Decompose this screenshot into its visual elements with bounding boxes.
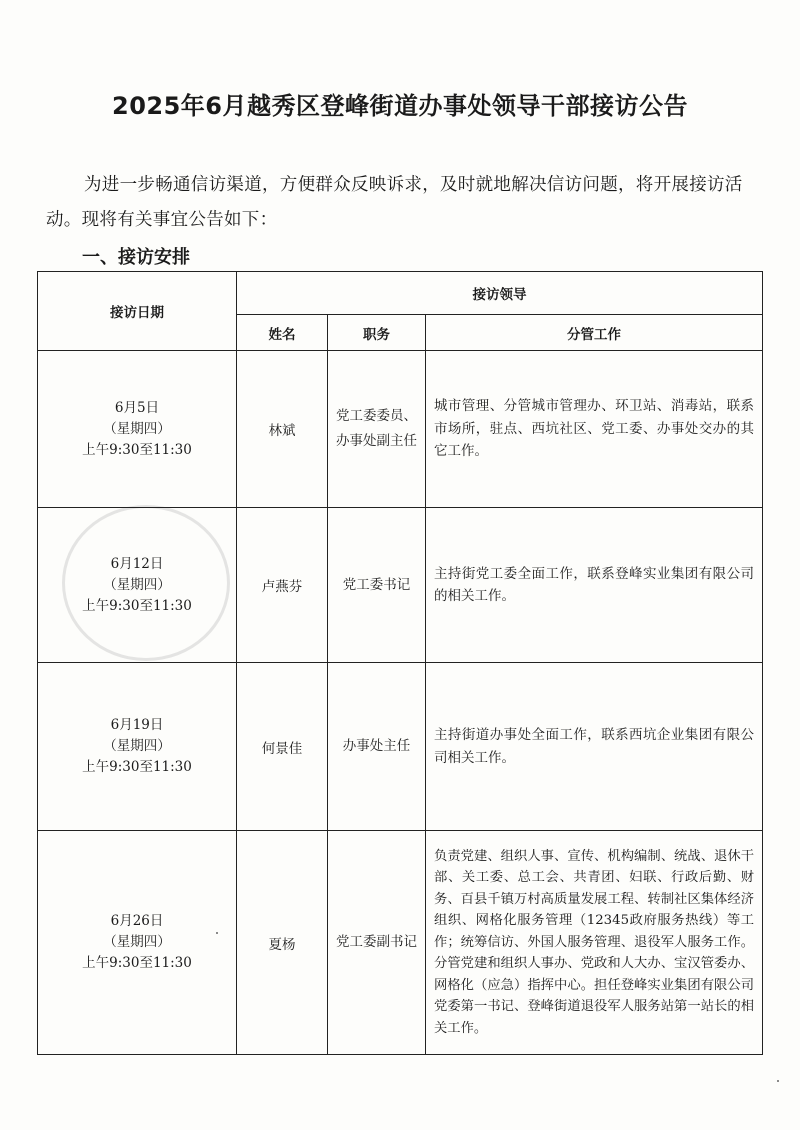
header-position: 职务 — [328, 315, 426, 351]
header-date: 接访日期 — [38, 272, 237, 351]
intro-paragraph: 为进一步畅通信访渠道，方便群众反映诉求，及时就地解决信访问题，将开展接访活动。现将有关事宜公告如下： — [46, 175, 743, 230]
header-name: 姓名 — [237, 315, 328, 351]
work-scope: 主持街党工委全面工作，联系登峰实业集团有限公司的相关工作。 — [426, 508, 763, 663]
table-row — [38, 831, 763, 1055]
table-row — [38, 663, 763, 831]
date-cell — [38, 351, 237, 508]
work-scope: 主持街道办事处全面工作，联系西坑企业集团有限公司相关工作。 — [426, 663, 763, 831]
leader-position: 办事处主任 — [328, 663, 426, 831]
table-row — [38, 508, 763, 663]
weekday: （星期四） — [103, 576, 171, 593]
date: 6月5日 — [114, 399, 160, 416]
section-heading: 一、接访安排 — [82, 247, 190, 268]
leader-name: 何景佳 — [237, 663, 328, 831]
time: 上午9:30至11:30 — [82, 955, 192, 971]
work-scope: 城市管理、分管城市管理办、环卫站、消毒站，联系市场所，驻点、西坑社区、党工委、办事处交办的其它工作。 — [426, 351, 763, 508]
weekday: （星期四） — [103, 738, 171, 754]
header-leader: 接访领导 — [237, 272, 763, 315]
work-scope: 负责党建、组织人事、宣传、机构编制、统战、退休干部、关工委、总工会、共青团、妇联、行政后勤、财务、百县千镇万村高质量发展工程、转制社区集体经济组织、网格化服务管理（12345政府服务热线）等工作；统筹信访、外国人服务管理、退役军人服务工作。分管党建和组织人事办、党政和人大办、宝汉管委办、网格化（应急）指挥中心。担任登峰实业集团有限公司党委第一书记、登峰街道退役军人服务站第一站长的相关工作。 — [426, 831, 763, 1055]
leader-name: 卢燕芬 — [237, 508, 328, 663]
leader-name: 夏杨 — [237, 831, 328, 1055]
date: 6月26日 — [110, 913, 164, 929]
date: 6月19日 — [110, 717, 164, 733]
page-title: 2025年6月越秀区登峰街道办事处领导干部接访公告 — [112, 92, 688, 120]
leader-position: 党工委委员、办事处副主任 — [328, 351, 426, 508]
leader-position: 党工委书记 — [328, 508, 426, 663]
date-cell — [38, 663, 237, 831]
leader-position: 党工委副书记 — [328, 831, 426, 1055]
time: 上午9:30至11:30 — [82, 597, 192, 614]
scan-speck — [777, 1080, 779, 1082]
date-cell — [38, 831, 237, 1055]
date-cell — [38, 508, 237, 663]
header-work: 分管工作 — [426, 315, 763, 351]
time: 上午9:30至11:30 — [82, 759, 192, 775]
weekday: （星期四） — [103, 420, 171, 437]
leader-name: 林斌 — [237, 351, 328, 508]
reception-schedule-table — [37, 271, 763, 1055]
scan-speck — [216, 932, 218, 934]
date: 6月12日 — [110, 555, 164, 572]
table-header-row — [38, 272, 763, 315]
table-row — [38, 351, 763, 508]
time: 上午9:30至11:30 — [82, 441, 192, 458]
weekday: （星期四） — [103, 934, 171, 950]
